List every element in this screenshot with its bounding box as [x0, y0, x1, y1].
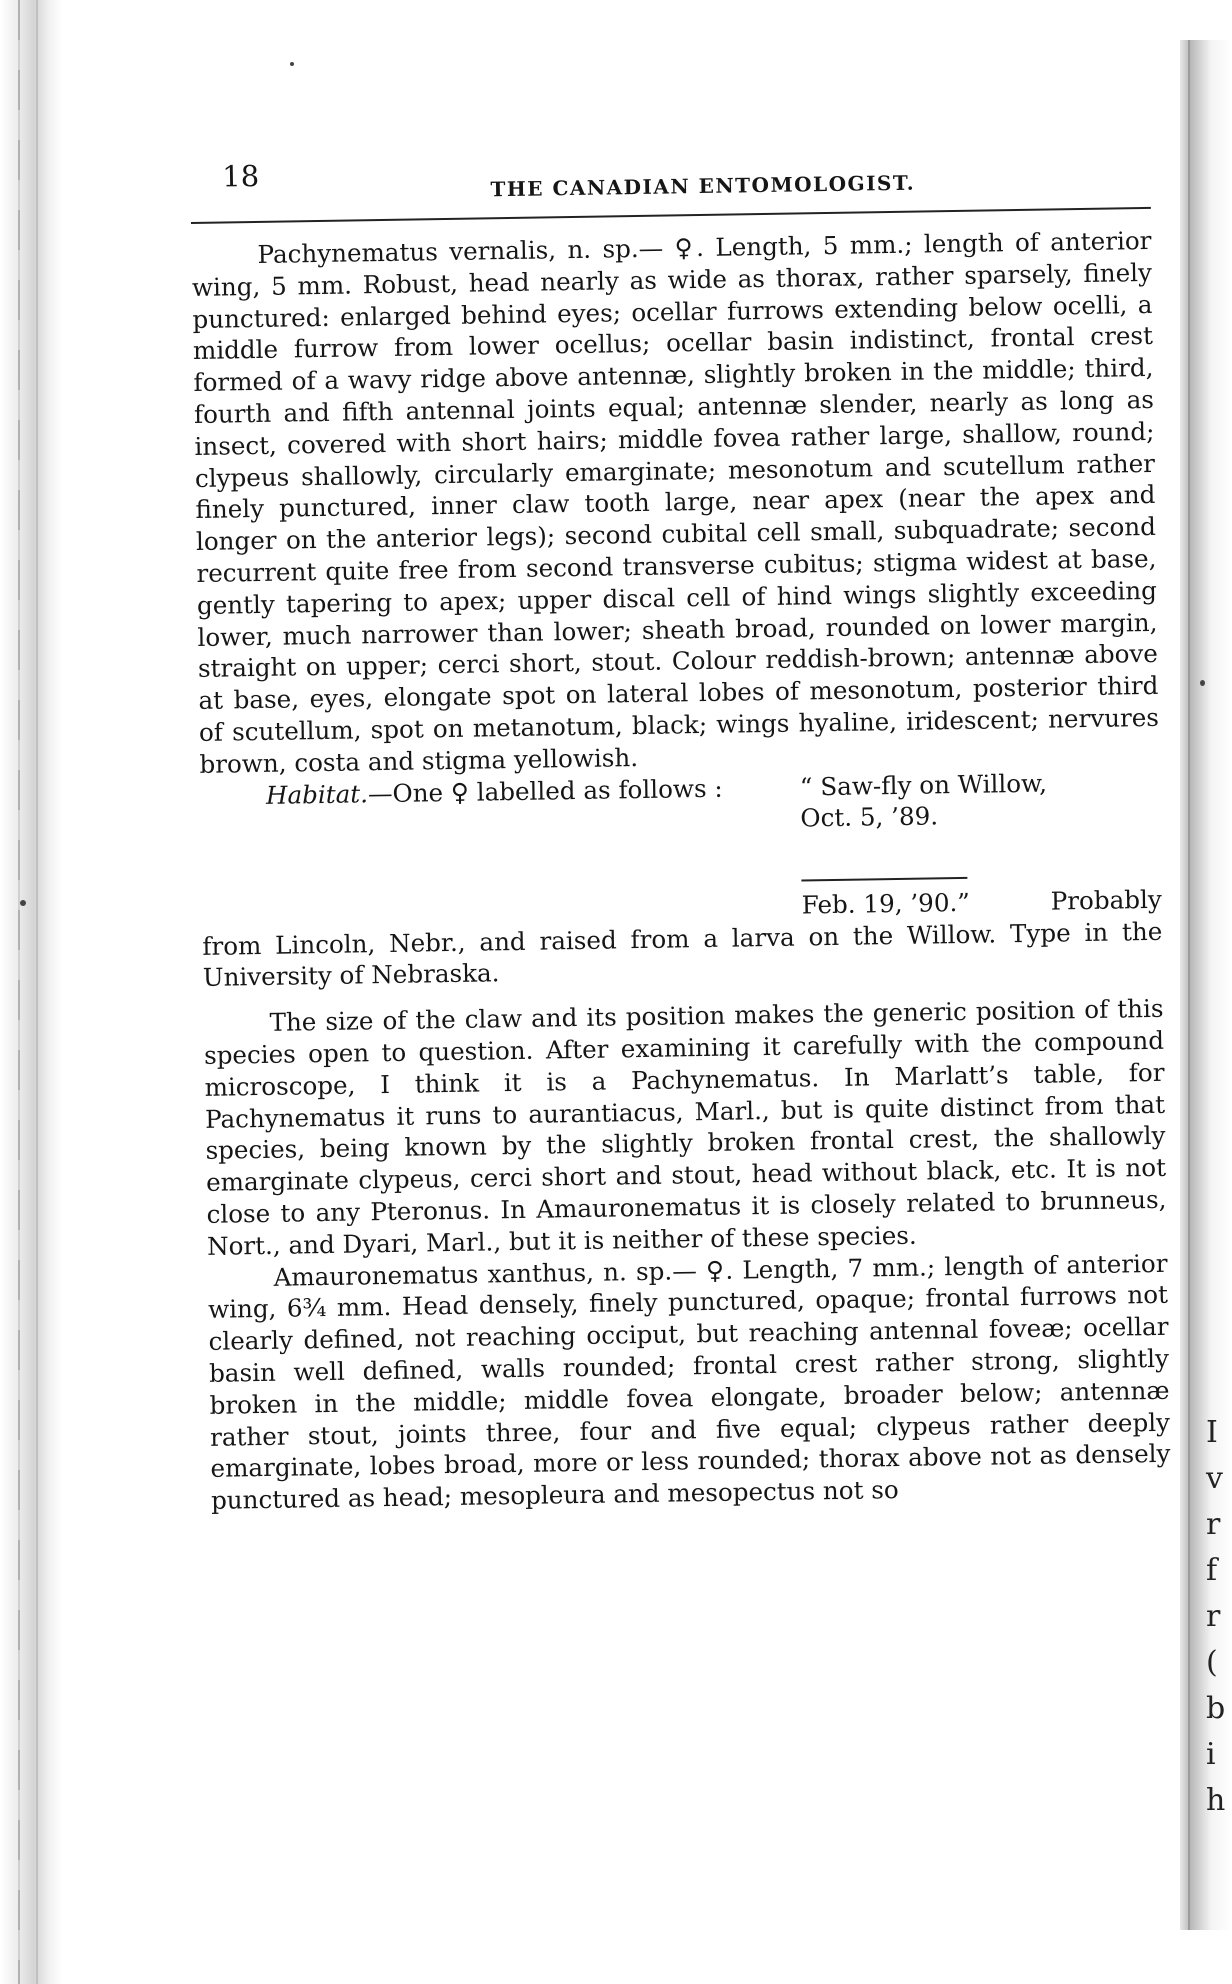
speck: [290, 62, 294, 66]
facing-page-edge: [1180, 40, 1232, 1930]
binding-gutter: [0, 0, 62, 1984]
speck: [20, 900, 26, 906]
habitat-text: —One ♀ labelled as follows :: [367, 773, 723, 808]
paragraph-continuation: Probably: [1050, 884, 1162, 916]
specimen-label-line: Oct. 5, ’89.: [800, 801, 939, 833]
habitat-label: Habitat.: [265, 778, 369, 810]
species-description-amauronematus: Amauronematus xanthus, n. sp.— ♀. Length, 7 mm.; length of anterior wing, 6¾ mm. Head densely, finely punctured, opaque; frontal furrows not clearly defined, not reaching occiput, but reaching antennal foveæ; ocellar basin well defined, walls rounded; frontal crest rather strong, slightly broken in the middle; middle fovea elongate, broader below; antennæ rather stout, joints three, four and five equal; clypeus rather deeply emarginate, lobes broad, more or less rounded; thorax above not as densely punctured as head; mesopleura and mesopectus not so: [207, 1248, 1171, 1515]
species-description-pachynematus: Pachynematus vernalis, n. sp.— ♀. Length, 5 mm.; length of anterior wing, 5 mm. Robust, head nearly as wide as thorax, rather sparsely, finely punctured: enlarged behind eyes; ocellar furrows extending below ocelli, a middle furrow from lower ocellus; ocellar basin indistinct, frontal crest formed of a wavy ridge above antennæ, slightly broken in the middle; third, fourth and fifth antennal joints equal; antennæ slender, nearly as long as insect, covered with short hairs; middle fovea rather large, shallow, round; clypeus shallowly, circularly emarginate; mesonotum and scutellum rather finely punctured, inner claw tooth large, near apex (near the apex and longer on the anterior legs); second cubital cell small, subquadrate; second recurrent quite free from second transverse cubitus; stigma widest at base, gently tapering to apex; upper discal cell of hind wings slightly exceeding lower, much narrower than lower; sheath broad, rounded on lower margin, straight on upper; cerci short, stout. Colour reddish-brown; antennæ above at base, eyes, elongate spot on lateral lobes of mesonotum, posterior third of scutellum, spot on metanotum, black; wings hyaline, iridescent; nervures brown, costa and stigma yellowish.: [191, 225, 1160, 779]
running-title: THE CANADIAN ENTOMOLOGIST.: [490, 170, 916, 202]
page-number: 18: [221, 158, 260, 194]
page-header: [190, 145, 1151, 224]
speck: [1200, 680, 1205, 686]
specimen-label-line: “ Saw-fly on Willow,: [799, 768, 1048, 802]
habitat-continuation: from Lincoln, Nebr., and raised from a larva on the Willow. Type in the University of Nebraska.: [202, 916, 1163, 993]
facing-page-fragment: I v r f r ( b i h: [1206, 1415, 1226, 1818]
article-body: [191, 225, 1171, 1517]
label-divider: [801, 876, 967, 881]
specimen-label-line: Feb. 19, ’90.”: [801, 887, 971, 920]
habitat-line: [266, 772, 723, 811]
specimen-label: [800, 767, 1048, 834]
generic-position-discussion: The size of the claw and its position makes the generic position of this species open to question. After examining it carefully with the compound microscope, I think it is a Pachynematus. In Marlatt’s table, for Pachynematus it runs to aurantiacus, Marl., but is quite distinct from that species, being known by the slightly broken frontal crest, the shallowly emarginate clypeus, cerci short and stout, head without black, etc. It is not close to any Pteronus. In Amauronematus it is closely related to brunneus, Nort., and Dyari, Marl., but it is neither of these species.: [203, 993, 1167, 1261]
habitat-block: [200, 765, 1161, 874]
book-page: [190, 145, 1171, 1517]
